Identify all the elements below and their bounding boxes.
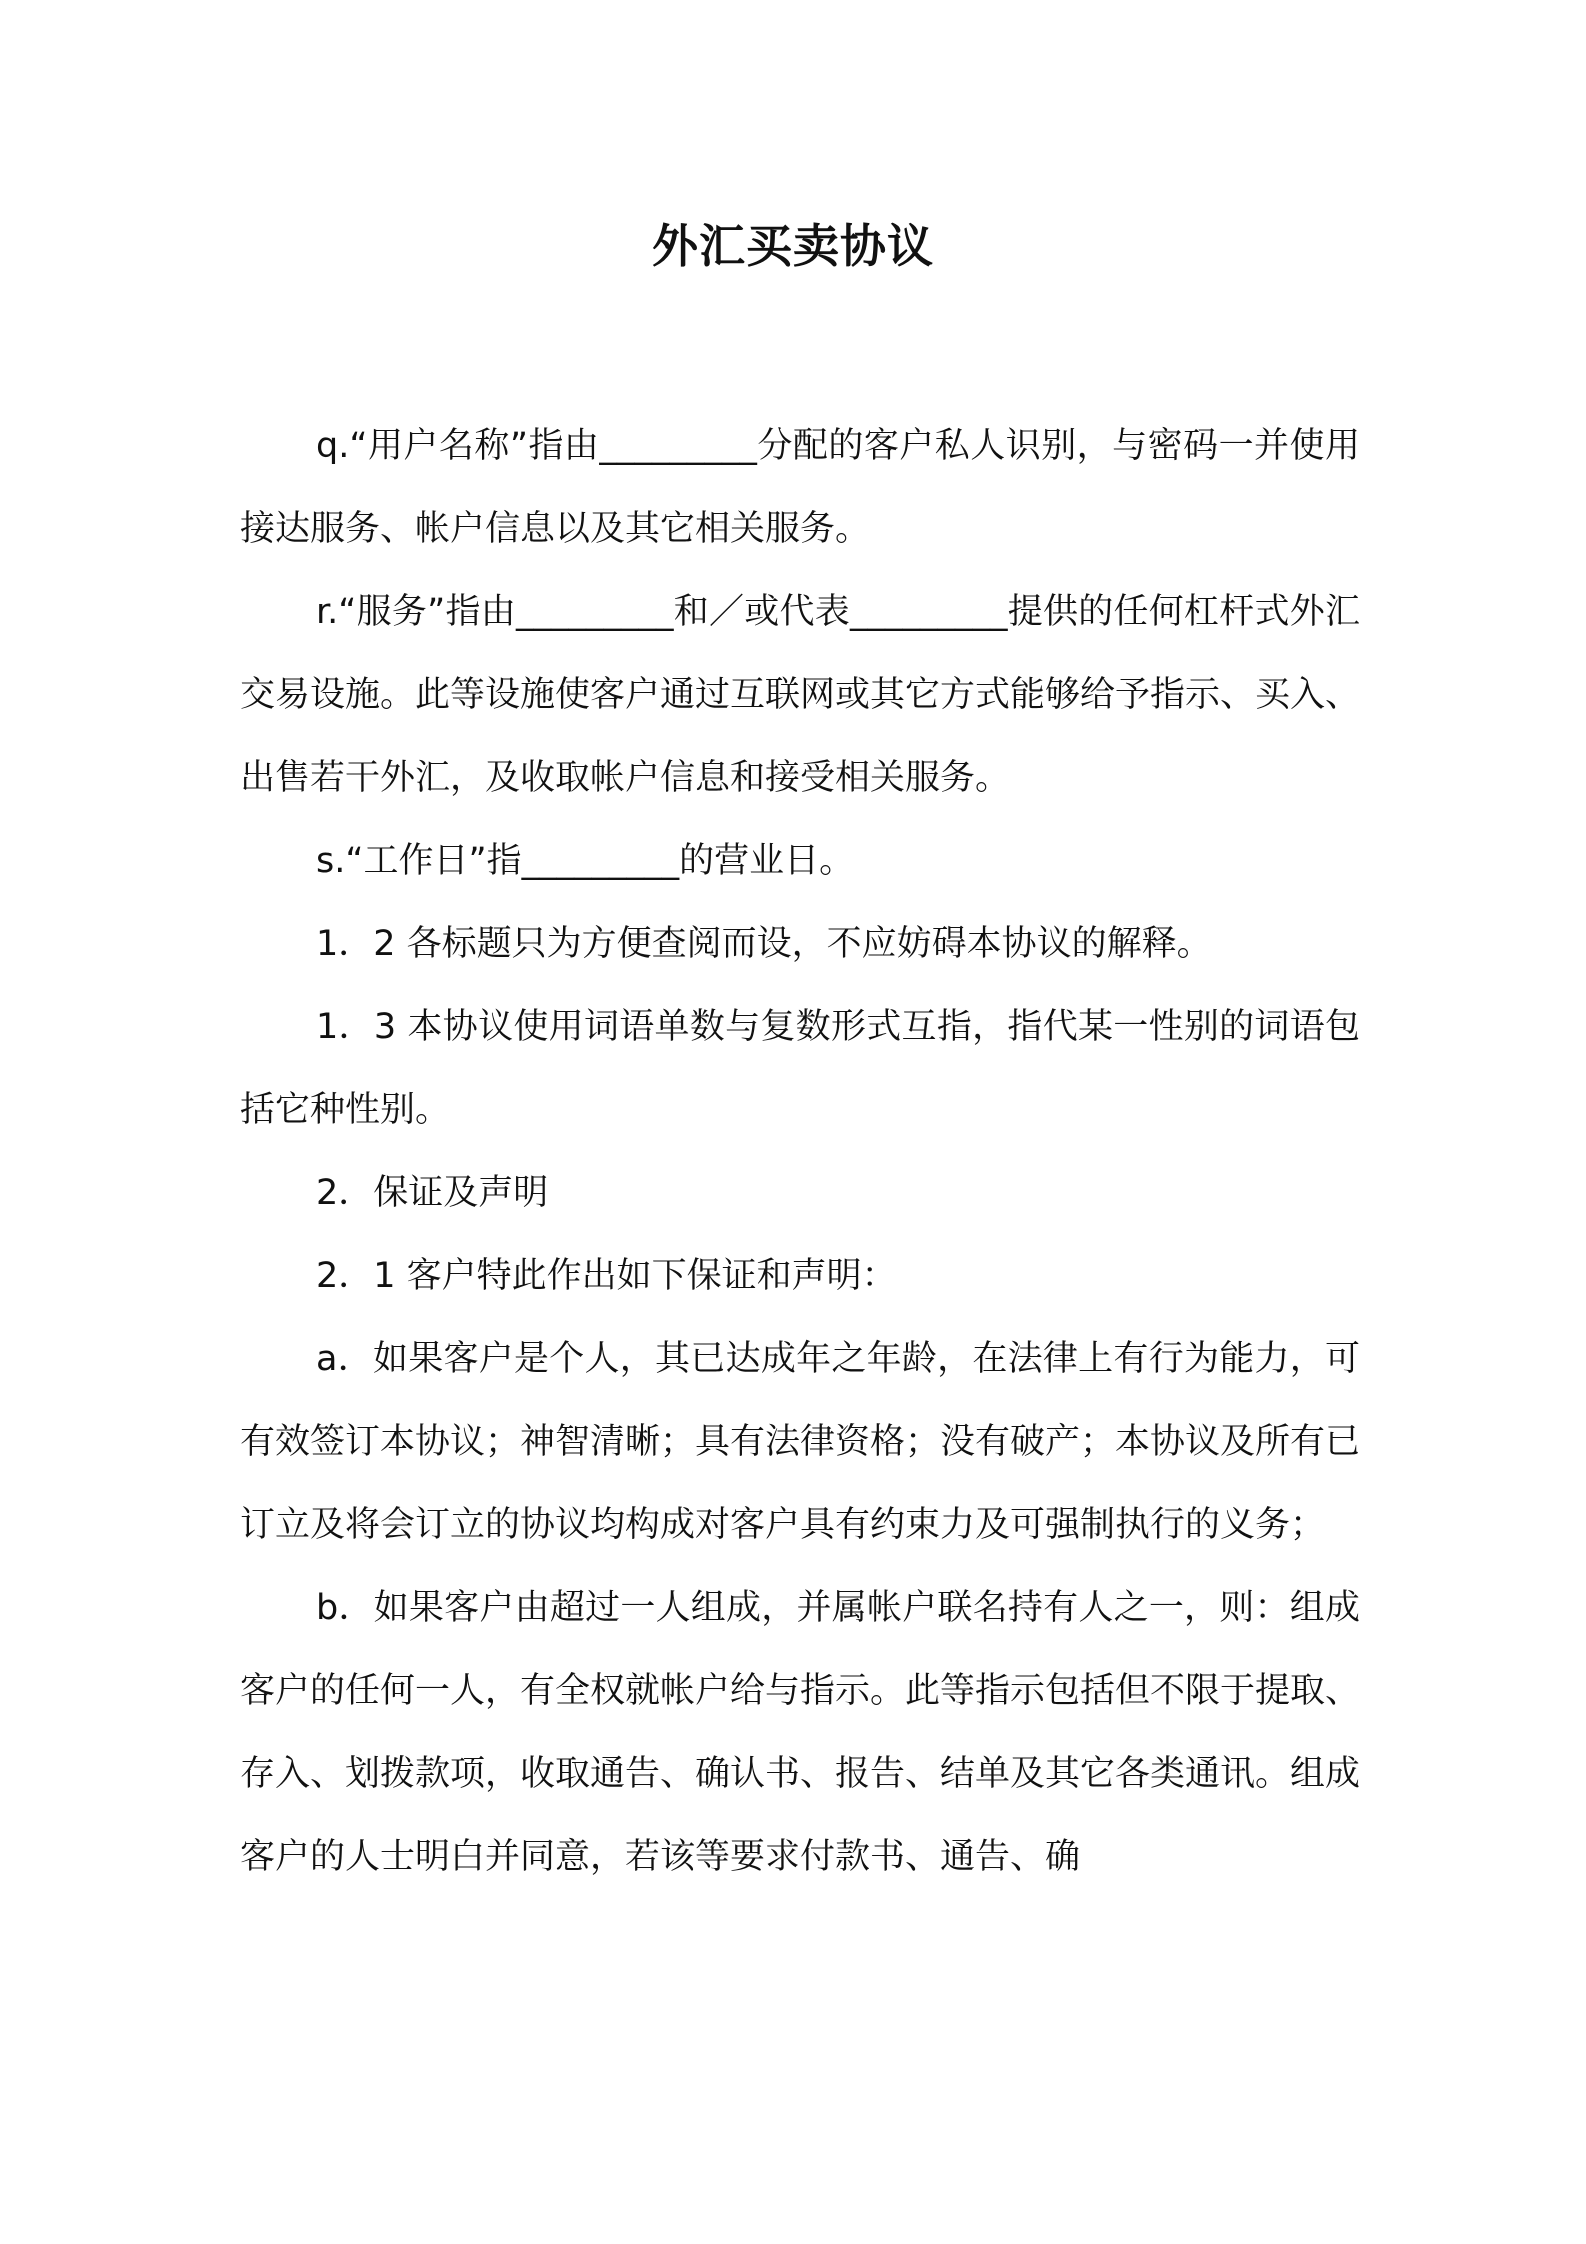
paragraph-definition-s: s.“工作日”指_________的营业日。 [316,841,855,881]
paragraph-clause-1-3: 1．3 本协议使用词语单数与复数形式互指，指代某一性别的词语包括它种性别。 [240,1007,1360,1130]
document-body [240,405,1360,1899]
document-title: 外汇买卖协议 [652,219,934,273]
paragraph-clause-2-1: 2．1 客户特此作出如下保证和声明： [316,1256,897,1296]
paragraph-definition-r: r.“服务”指由_________和／或代表_________提供的任何杠杆式外汇交易设施。此等设施使客户通过互联网或其它方式能够给予指示、买入、出售若干外汇，及收取帐户信息和接受相关服务。 [240,592,1361,798]
paragraph-clause-1-2: 1．2 各标题只为方便查阅而设，不应妨碍本协议的解释。 [316,924,1212,964]
paragraph-item-a: a．如果客户是个人，其已达成年之年龄，在法律上有行为能力，可有效签订本协议；神智清晰；具有法律资格；没有破产；本协议及所有已订立及将会订立的协议均构成对客户具有约束力及可强制执行的义务； [240,1339,1361,1545]
paragraph-item-b: b．如果客户由超过一人组成，并属帐户联名持有人之一，则：组成客户的任何一人，有全权就帐户给与指示。此等指示包括但不限于提取、存入、划拨款项，收取通告、确认书、报告、结单及其它各类通讯。组成客户的人士明白并同意，若该等要求付款书、通告、确 [240,1588,1361,1877]
section-heading-2: 2．保证及声明 [316,1173,549,1213]
paragraph-definition-q: q.“用户名称”指由_________分配的客户私人识别，与密码一并使用接达服务、帐户信息以及其它相关服务。 [240,426,1360,549]
